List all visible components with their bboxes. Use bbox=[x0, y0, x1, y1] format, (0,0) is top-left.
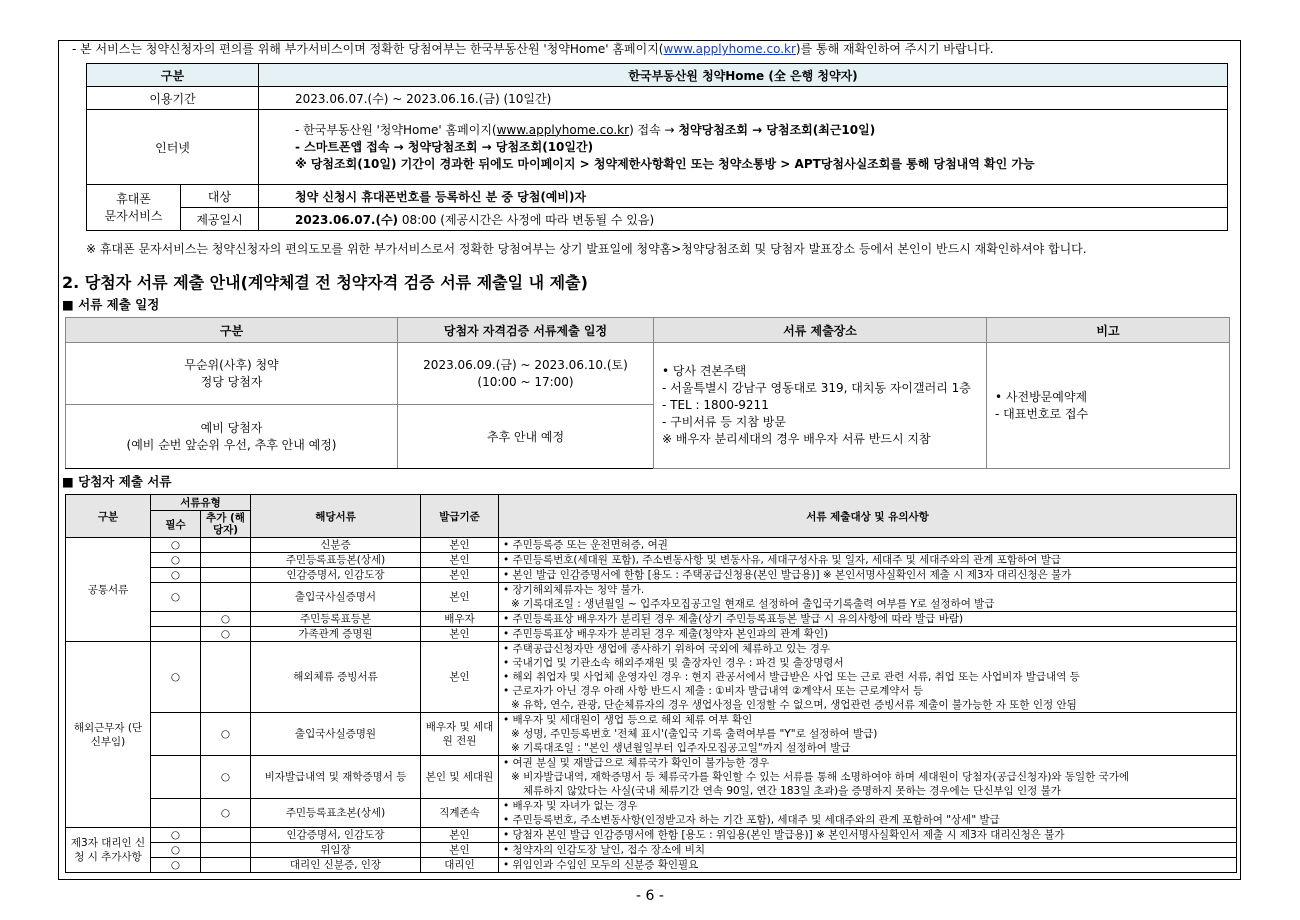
schedule-header-type: 구분 bbox=[66, 318, 398, 343]
docs-note-line: ※ 유학, 연수, 관광, 단순체류자의 경우 생업사정을 인정할 수 없으며, 생업관련 증빙서류 제출이 불가능한 자 또한 인정 안됨 bbox=[511, 699, 1077, 711]
docs-document: 인감증명서, 인감도장 bbox=[251, 568, 421, 583]
docs-row bbox=[66, 642, 1237, 713]
docs-required-mark: ○ bbox=[151, 843, 201, 858]
docs-required-mark: ○ bbox=[151, 828, 201, 843]
docs-basis: 직계존속 bbox=[421, 799, 499, 828]
announce-table bbox=[86, 63, 1228, 231]
docs-basis: 본인 bbox=[421, 568, 499, 583]
schedule-row2-type: 예비 당첨자 (예비 순번 앞순위 우선, 추후 안내 예정) bbox=[66, 405, 398, 469]
applyhome-link-2[interactable]: www.applyhome.co.kr bbox=[496, 122, 630, 137]
schedule-header-place: 서류 제출장소 bbox=[654, 318, 987, 343]
docs-basis: 본인 bbox=[421, 642, 499, 713]
announce-header-title: 한국부동산원 청약Home (全 은행 청약자) bbox=[259, 64, 1228, 87]
docs-notes bbox=[499, 828, 1237, 843]
docs-basis: 대리인 bbox=[421, 858, 499, 873]
docs-note-line: • 국내기업 및 기관소속 해외주재원 및 출장자인 경우 : 파견 및 출장명령서 bbox=[503, 657, 844, 669]
docs-required-mark bbox=[151, 713, 201, 756]
docs-note-line: • 청약자의 인감도장 날인, 접수 장소에 비치 bbox=[503, 844, 705, 856]
docs-basis: 본인 bbox=[421, 553, 499, 568]
docs-extra-mark: ○ bbox=[201, 799, 251, 828]
docs-notes bbox=[499, 843, 1237, 858]
schedule-place: • 당사 견본주택 - 서울특별시 강남구 영동대로 319, 대치동 자이갤러리 1층 - TEL : 1800-9211 - 구비서류 등 지참 방문 ※ 배우자 분리세대의 경우 배우자 서류 반드시 지참 bbox=[654, 343, 987, 469]
docs-extra-mark: ○ bbox=[201, 713, 251, 756]
docs-note-line: ※ 비자발급내역, 재학증명서 등 체류국가를 확인할 수 있는 서류를 통해 소명하여야 하며 세대원이 당첨자(공급신청자)와 동일한 국가에 bbox=[511, 771, 1130, 783]
date-label: 제공일시 bbox=[181, 208, 259, 231]
docs-row bbox=[66, 627, 1237, 642]
docs-extra-mark bbox=[201, 828, 251, 843]
docs-notes bbox=[499, 858, 1237, 873]
internet-label: 인터넷 bbox=[87, 110, 259, 185]
docs-required-mark: ○ bbox=[151, 538, 201, 553]
docs-header-category: 구분 bbox=[66, 495, 151, 538]
docs-required-mark bbox=[151, 612, 201, 627]
docs-note-line: ※ 기록대조일 : 생년월일 ~ 입주자모집공고일 현재로 설정하여 출입국기록출력 여부를 Y로 설정하여 발급 bbox=[511, 598, 995, 610]
docs-note-line: • 배우자 및 자녀가 없는 경우 bbox=[503, 800, 638, 812]
docs-extra-mark bbox=[201, 642, 251, 713]
docs-basis: 본인 및 세대원 bbox=[421, 756, 499, 799]
docs-note-line: • 주민등록증 또는 운전면허증, 여권 bbox=[503, 539, 668, 551]
docs-row bbox=[66, 612, 1237, 627]
docs-row bbox=[66, 799, 1237, 828]
docs-row bbox=[66, 583, 1237, 612]
internet-info: - 한국부동산원 '청약Home' 홈페이지(www.applyhome.co.kr) 접속 → 청약당첨조회 → 당첨조회(최근10일) - 스마트폰앱 접속 → 청약당첨조회 → 당첨조회(10일간) ※ 당첨조회(10일) 기간이 경과한 뒤에도 마이페이지 > 청약제한사항확인 또는 청약소통방 > APT당첨사실조회를 통해 당첨내역 확인 가능 bbox=[259, 110, 1228, 185]
docs-document: 위임장 bbox=[251, 843, 421, 858]
docs-note-line: • 주민등록표상 배우자가 분리된 경우 제출(상기 주민등록표등본 발급 시 유의사항에 따라 발급 바람) bbox=[503, 613, 964, 625]
docs-note-line: ※ 성명, 주민등록번호 '전체 표시'(출입국 기록 출력여부를 "Y"로 설정하여 발급) bbox=[511, 728, 878, 740]
docs-required-mark bbox=[151, 799, 201, 828]
docs-row bbox=[66, 843, 1237, 858]
docs-note-line: 체류하지 않았다는 사실(국내 체류기간 연속 90일, 연간 183일 초과)을 증명하지 못하는 경우에는 단신부임 인정 불가 bbox=[523, 785, 1061, 797]
schedule-row1-type: 무순위(사후) 청약 정당 당첨자 bbox=[66, 343, 398, 405]
docs-notes bbox=[499, 583, 1237, 612]
docs-note-line: • 장기해외체류자는 청약 불가. bbox=[503, 584, 645, 596]
docs-row bbox=[66, 713, 1237, 756]
docs-header-notes: 서류 제출대상 및 유의사항 bbox=[499, 495, 1237, 538]
docs-notes bbox=[499, 538, 1237, 553]
docs-document: 가족관계 증명원 bbox=[251, 627, 421, 642]
docs-notes bbox=[499, 553, 1237, 568]
schedule-remark: • 사전방문예약제 - 대표번호로 접수 bbox=[987, 343, 1230, 469]
service-notice: - 본 서비스는 청약신청자의 편의를 위해 부가서비스이며 정확한 당첨여부는 한국부동산원 '청약Home' 홈페이지(www.applyhome.co.kr)를 통해 재확인하여 주시기 바랍니다. bbox=[72, 42, 994, 56]
docs-document: 해외체류 증빙서류 bbox=[251, 642, 421, 713]
sms-label: 휴대폰 문자서비스 bbox=[87, 185, 181, 231]
docs-document: 출입국사실증명서 bbox=[251, 583, 421, 612]
period-value: 2023.06.07.(수) ~ 2023.06.16.(금) (10일간) bbox=[259, 87, 1228, 110]
docs-extra-mark bbox=[201, 858, 251, 873]
date-value: 2023.06.07.(수) 08:00 (제공시간은 사정에 따라 변동될 수 있음) bbox=[259, 208, 1228, 231]
docs-notes bbox=[499, 612, 1237, 627]
section2-title: 2. 당첨자 서류 제출 안내(계약체결 전 청약자격 검증 서류 제출일 내 제출) bbox=[62, 273, 588, 292]
docs-basis: 본인 bbox=[421, 843, 499, 858]
docs-notes bbox=[499, 568, 1237, 583]
docs-note-line: • 위임인과 수임인 모두의 신분증 확인필요 bbox=[503, 859, 699, 871]
docs-note-line: • 주민등록번호, 주소변동사항(인정받고자 하는 기간 포함), 세대주 및 세대주와의 관계 포함하여 "상세" 발급 bbox=[503, 814, 1000, 826]
docs-row bbox=[66, 553, 1237, 568]
docs-title: ■ 당첨자 제출 서류 bbox=[62, 474, 172, 489]
docs-document: 주민등록표초본(상세) bbox=[251, 799, 421, 828]
schedule-row1-date: 2023.06.09.(금) ~ 2023.06.10.(토) (10:00 ~ 17:00) bbox=[398, 343, 654, 405]
docs-category: 제3자 대리인 신청 시 추가사항 bbox=[66, 828, 151, 873]
docs-extra-mark bbox=[201, 553, 251, 568]
docs-document: 대리인 신분증, 인장 bbox=[251, 858, 421, 873]
docs-extra-mark bbox=[201, 538, 251, 553]
period-label: 이용기간 bbox=[87, 87, 259, 110]
docs-document: 신분증 bbox=[251, 538, 421, 553]
docs-header-basis: 발급기준 bbox=[421, 495, 499, 538]
docs-category: 해외근무자 (단신부임) bbox=[66, 642, 151, 828]
docs-header-required: 필수 bbox=[151, 511, 201, 538]
docs-row bbox=[66, 568, 1237, 583]
docs-required-mark bbox=[151, 627, 201, 642]
docs-row bbox=[66, 538, 1237, 553]
docs-notes bbox=[499, 627, 1237, 642]
docs-table bbox=[65, 494, 1237, 873]
docs-extra-mark bbox=[201, 568, 251, 583]
schedule-header-remark: 비고 bbox=[987, 318, 1230, 343]
docs-basis: 본인 bbox=[421, 627, 499, 642]
docs-document: 출입국사실증명원 bbox=[251, 713, 421, 756]
applyhome-link[interactable]: www.applyhome.co.kr bbox=[663, 42, 796, 56]
docs-note-line: ※ 기록대조일 : "본인 생년월일부터 입주자모집공고일"까지 설정하여 발급 bbox=[511, 742, 851, 754]
docs-document: 비자발급내역 및 재학증명서 등 bbox=[251, 756, 421, 799]
docs-required-mark bbox=[151, 756, 201, 799]
target-label: 대상 bbox=[181, 185, 259, 208]
docs-row bbox=[66, 828, 1237, 843]
docs-basis: 배우자 bbox=[421, 612, 499, 627]
docs-required-mark: ○ bbox=[151, 858, 201, 873]
target-value: 청약 신청시 휴대폰번호를 등록하신 분 중 당첨(예비)자 bbox=[259, 185, 1228, 208]
docs-note-line: • 본인 발급 인감증명서에 한함 [용도 : 주택공급신청용(본인 발급용)] ※ 본인서명사실확인서 제출 시 제3자 대리신청은 불가 bbox=[503, 569, 1072, 581]
docs-extra-mark: ○ bbox=[201, 612, 251, 627]
schedule-row2-date: 추후 안내 예정 bbox=[398, 405, 654, 469]
docs-document: 인감증명서, 인감도장 bbox=[251, 828, 421, 843]
docs-header-extra: 추가 (해당자) bbox=[201, 511, 251, 538]
docs-required-mark: ○ bbox=[151, 583, 201, 612]
docs-header-type: 서류유형 bbox=[151, 495, 251, 511]
docs-basis: 배우자 및 세대원 전원 bbox=[421, 713, 499, 756]
schedule-header-date: 당첨자 자격검증 서류제출 일정 bbox=[398, 318, 654, 343]
docs-notes bbox=[499, 799, 1237, 828]
schedule-table bbox=[65, 317, 1230, 469]
docs-note-line: • 해외 취업자 및 사업체 운영자인 경우 : 현지 관공서에서 발급받은 사업 또는 근로 관련 서류, 취업 또는 사업비자 발급내역 등 bbox=[503, 671, 1080, 683]
docs-note-line: • 근로자가 아닌 경우 아래 사항 반드시 제출 : ①비자 발급내역 ②계약서 또는 근로계약서 등 bbox=[503, 685, 924, 697]
docs-document: 주민등록표등본(상세) bbox=[251, 553, 421, 568]
sms-notice: ※ 휴대폰 문자서비스는 청약신청자의 편의도모를 위한 부가서비스로서 정확한 당첨여부는 상기 발표일에 청약홈>청약당첨조회 및 당첨자 발표장소 등에서 본인이 반드시 재확인하셔야 합니다. bbox=[86, 242, 1087, 256]
announce-header-label: 구분 bbox=[87, 64, 259, 87]
docs-note-line: • 배우자 및 세대원이 생업 등으로 해외 체류 여부 확인 bbox=[503, 714, 753, 726]
docs-note-line: • 주민등록번호(세대원 포함), 주소변동사항 및 변동사유, 세대구성사유 및 일자, 세대주 및 세대주와의 관계 포함하여 발급 bbox=[503, 554, 1061, 566]
page-number: - 6 - bbox=[636, 888, 664, 904]
docs-extra-mark bbox=[201, 843, 251, 858]
docs-basis: 본인 bbox=[421, 583, 499, 612]
docs-required-mark: ○ bbox=[151, 642, 201, 713]
docs-header-doc: 해당서류 bbox=[251, 495, 421, 538]
docs-document: 주민등록표등본 bbox=[251, 612, 421, 627]
docs-note-line: • 주택공급신청자만 생업에 종사하기 위하여 국외에 체류하고 있는 경우 bbox=[503, 643, 831, 655]
docs-extra-mark: ○ bbox=[201, 756, 251, 799]
docs-notes bbox=[499, 756, 1237, 799]
docs-row bbox=[66, 858, 1237, 873]
docs-extra-mark: ○ bbox=[201, 627, 251, 642]
docs-basis: 본인 bbox=[421, 538, 499, 553]
docs-category: 공통서류 bbox=[66, 538, 151, 642]
docs-note-line: • 당첨자 본인 발급 인감증명서에 한함 [용도 : 위임용(본인 발급용)] ※ 본인서명사실확인서 제출 시 제3자 대리신청은 불가 bbox=[503, 829, 1065, 841]
docs-row bbox=[66, 756, 1237, 799]
docs-notes bbox=[499, 642, 1237, 713]
docs-note-line: • 여권 분실 및 재발급으로 체류국가 확인이 불가능한 경우 bbox=[503, 757, 770, 769]
schedule-title: ■ 서류 제출 일정 bbox=[62, 297, 160, 312]
docs-notes bbox=[499, 713, 1237, 756]
docs-required-mark: ○ bbox=[151, 553, 201, 568]
docs-basis: 본인 bbox=[421, 828, 499, 843]
docs-note-line: • 주민등록표상 배우자가 분리된 경우 제출(청약자 본인과의 관계 확인) bbox=[503, 628, 829, 640]
docs-required-mark: ○ bbox=[151, 568, 201, 583]
docs-extra-mark bbox=[201, 583, 251, 612]
